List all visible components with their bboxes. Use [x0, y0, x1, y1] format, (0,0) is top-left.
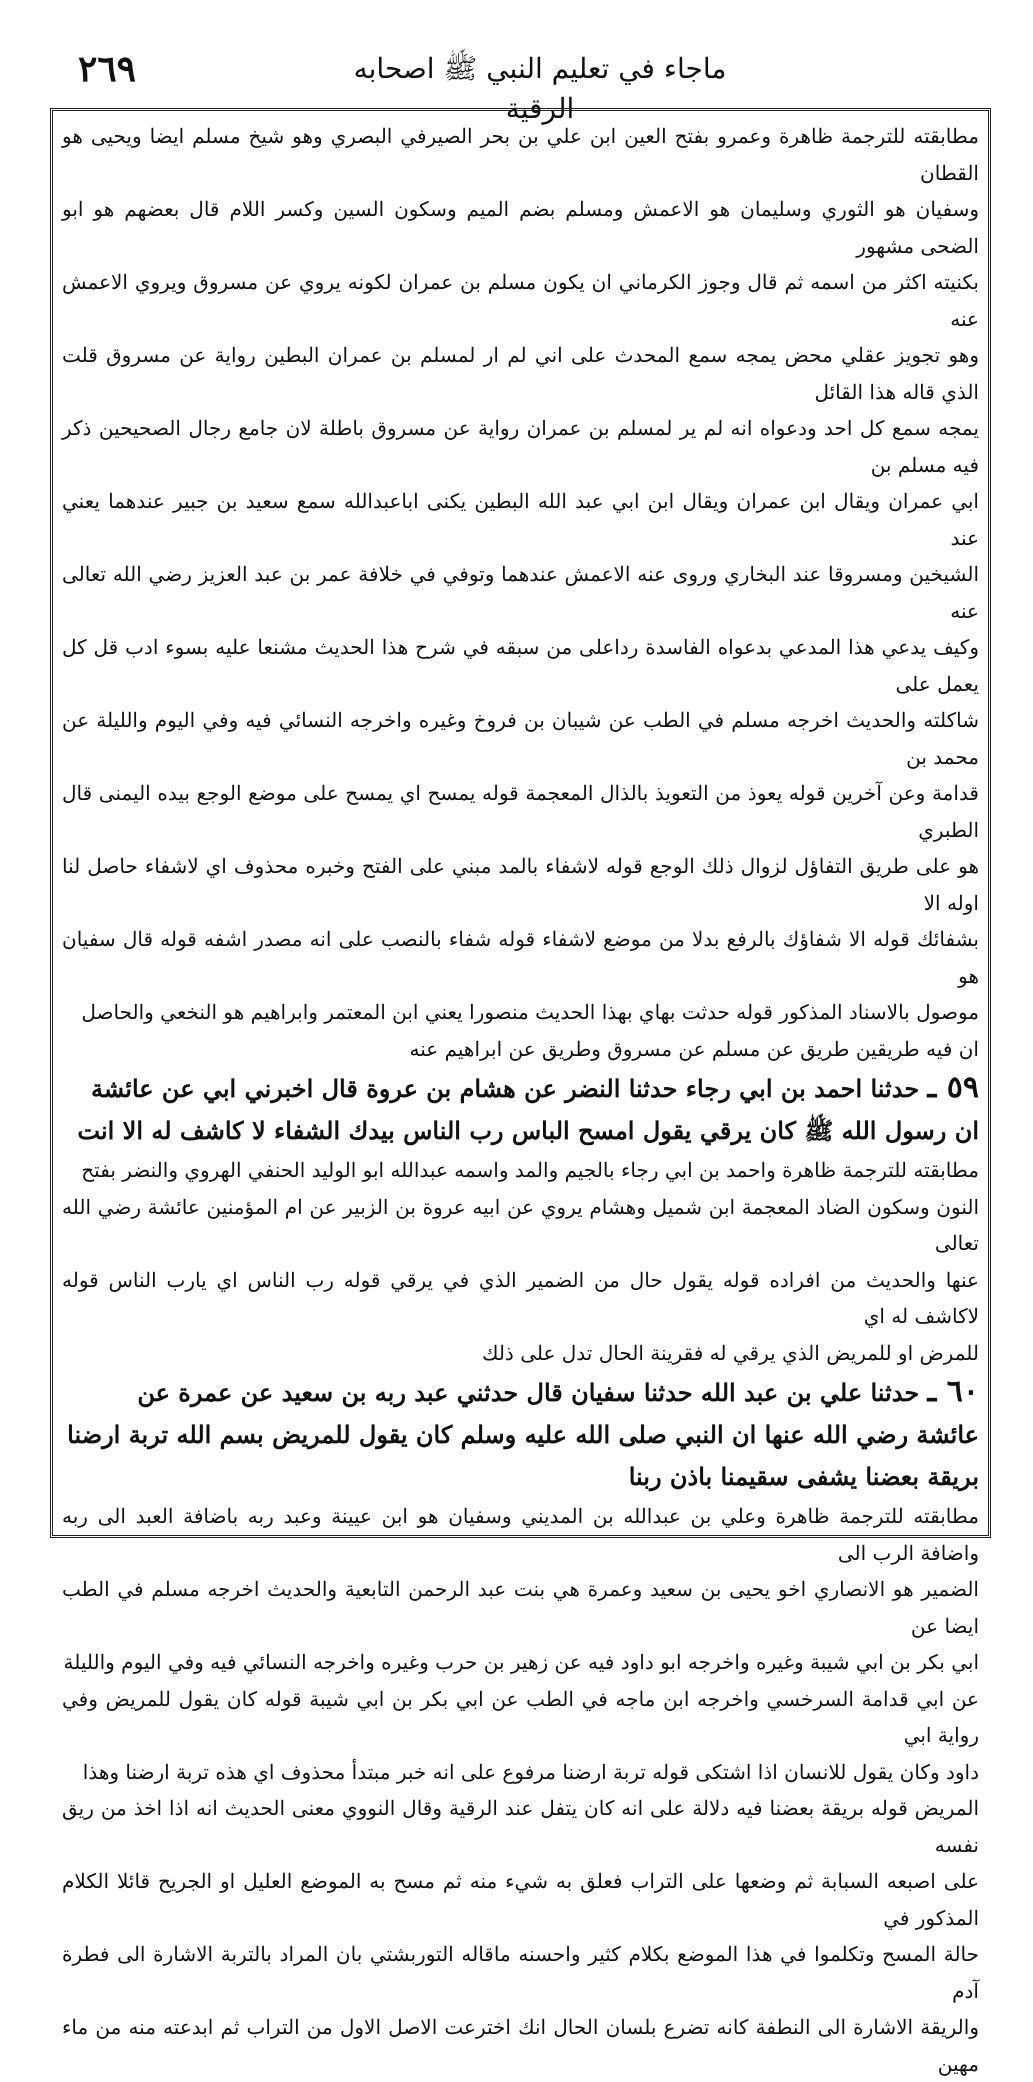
text-line: حالة المسح وتكلموا في هذا الموضع بكلام كثير واحسنه ماقاله التوربشتي بان المراد بالتربة الاشارة الى فطرة آدم: [62, 1942, 979, 2003]
hadith-line: [62, 1371, 979, 1414]
commentary-block-2: [62, 1152, 979, 1371]
text-line: بشفائك قوله الا شفاؤك بالرفع بدلا من موضع لاشفاء قوله شفاء بالنصب على انه مصدر اشفه قوله قال سفيان هو: [62, 927, 979, 988]
text-line: قدامة وعن آخرين قوله يعوذ من التعويذ بالذال المعجمة قوله يمسح اي يمسح على موضع الوجع بيده اليمنى قال الطبري: [62, 781, 979, 842]
text-line: وسفيان هو الثوري وسليمان هو الاعمش ومسلم بضم الميم وسكون السين وكسر اللام قال بعضهم هو ابو الضحى مشهور: [62, 197, 979, 258]
text-line: عن ابي قدامة السرخسي واخرجه ابن ماجه في الطب عن ابي بكر بن ابي شيبة قوله كان يقول للمريض وفي رواية ابي: [62, 1686, 979, 1747]
hadith-number: ٦٠ ـ: [927, 1374, 979, 1409]
page-number: ٢٦٩: [78, 48, 137, 90]
hadith-line: [62, 1067, 979, 1110]
hadith-line: ان رسول الله ﷺ كان يرقي يقول امسح الباس رب الناس بيدك الشفاء لا كاشف له الا انت: [77, 1116, 979, 1145]
text-line: وهو تجويز عقلي محض يمجه سمع المحدث على اني لم ار لمسلم بن عمران البطين رواية عن مسروق قلت الذي قاله هذا القائل: [62, 343, 979, 404]
text-line: هو على طريق التفاؤل لزوال ذلك الوجع قوله لاشفاء بالمد مبني على الفتح وخبره محذوف اي لاشفاء حاصل لنا اوله الا: [62, 854, 979, 915]
text-line: ابي عمران ويقال ابن عمران ويقال ابن ابي عبد الله البطين يكنى اباعبدالله سمع سعيد بن جبير عندهما يعني عند: [62, 489, 979, 550]
running-title: ماجاء في تعليم النبي ﷺ اصحابه الرقية: [353, 52, 727, 125]
text-line: الضمير هو الانصاري اخو يحيى بن سعيد وعمرة هي بنت عبد الرحمن التابعية والحديث اخرجه مسلم في الطب ايضا عن: [62, 1577, 979, 1638]
hadith-line: عائشة رضي الله عنها ان النبي صلى الله عليه وسلم كان يقول للمريض بسم الله تربة ارضنا: [67, 1420, 979, 1449]
text-line: مطابقته للترجمة ظاهرة وعمرو بفتح العين ابن علي بن بحر الصيرفي البصري وهو شيخ مسلم ايضا ويحيى هو القطان: [62, 124, 979, 185]
text-line: للمرض او للمريض الذي يرقي له فقرينة الحال تدل على ذلك: [481, 1340, 979, 1365]
text-line: مطابقته للترجمة ظاهرة واحمد بن ابي رجاء بالجيم والمد واسمه عبدالله ابو الوليد الحنفي الهروي والنضر بفتح: [81, 1158, 979, 1182]
text-line: النون وسكون الضاد المعجمة ابن شميل وهشام يروي عن ابيه عروة بن الزبير عن ام المؤمنين عائشة رضي الله تعالى: [62, 1194, 979, 1255]
text-line: الشيخين ومسروقا عند البخاري وروى عنه الاعمش عندهما وتوفي في خلافة عمر بن عبد العزيز رضي الله تعالى عنه: [62, 562, 979, 623]
text-line: المريض قوله بريقة بعضنا فيه دلالة على انه كان يتفل عند الرقية وقال النووي معنى الحديث انه اذا اخذ من ريق نفسه: [62, 1796, 979, 1857]
text-line: مطابقته للترجمة ظاهرة وعلي بن عبدالله بن المديني وسفيان هو ابن عيينة وعبد ربه باضافة العبد الى ربه واضافة الرب الى: [62, 1504, 979, 1565]
hadith-number: ٥٩ ـ: [927, 1070, 979, 1105]
text-line: يمجه سمع كل احد ودعواه انه لم ير لمسلم بن عمران رواية عن مسروق باطلة لان جامع رجال الصحيحين ذكر فيه مسلم بن: [62, 416, 979, 477]
hadith-60: [62, 1371, 979, 1498]
text-line: والريقة الاشارة الى النطفة كانه تضرع بلسان الحال انك اخترعت الاصل الاول من التراب ثم ابدعته منه من ماء مهين: [62, 2015, 979, 2076]
hadith-text: حدثنا علي بن عبد الله حدثنا سفيان قال حدثني عبد ربه بن سعيد عن عمرة عن: [137, 1378, 920, 1407]
text-line: بكنيته اكثر من اسمه ثم قال وجوز الكرماني ان يكون مسلم بن عمران لكونه يروي عن مسروق ويروي الاعمش عنه: [62, 270, 979, 331]
text-line: داود وكان يقول للانسان اذا اشتكى قوله تربة ارضنا مرفوع على انه خبر مبتدأ محذوف اي هذه تربة ارضنا وهذا: [82, 1759, 979, 1784]
commentary-block-3: [62, 1498, 979, 2082]
page-header: [0, 0, 1033, 125]
text-line: وكيف يدعي هذا المدعي بدعواه الفاسدة رداعلى من سبقه في شرح هذا الحديث مشنعا عليه بسوء ادب قل كل يعمل على: [62, 635, 979, 696]
text-line: على اصبعه السبابة ثم وضعها على التراب فعلق به شيء منه ثم مسح به الموضع العليل او الجريح قائلا الكلام المذكور في: [62, 1869, 979, 1930]
page-body: [62, 118, 979, 2076]
text-line: ان فيه طريقين طريق عن مسلم عن مسروق وطريق عن ابراهيم عنه: [409, 1036, 979, 1061]
text-line: ابي بكر بن ابي شيبة وغيره واخرجه ابو داود فيه عن زهير بن حرب وغيره واخرجه النسائي فيه وفي اليوم والليلة: [63, 1650, 979, 1674]
hadith-line: بريقة بعضنا يشفى سقيمنا باذن ربنا: [628, 1462, 979, 1491]
commentary-block-1: [62, 118, 979, 1067]
text-line: عنها والحديث من افراده قوله يقول حال من الضمير الذي في يرقي قوله رب الناس اي يارب الناس قوله لاكاشف له اي: [62, 1267, 979, 1328]
hadith-text: حدثنا احمد بن ابي رجاء حدثنا النضر عن هشام بن عروة قال اخبرني ابي عن عائشة: [90, 1074, 920, 1103]
hadith-59: [62, 1067, 979, 1152]
text-line: موصول بالاسناد المذكور قوله حدثت بهاي بهذا الحديث منصورا يعني ابن المعتمر وابراهيم هو النخعي والحاصل: [81, 1000, 979, 1024]
text-line: شاكلته والحديث اخرجه مسلم في الطب عن شيبان بن فروخ وغيره واخرجه النسائي فيه وفي اليوم والليلة عن محمد بن: [62, 708, 979, 769]
